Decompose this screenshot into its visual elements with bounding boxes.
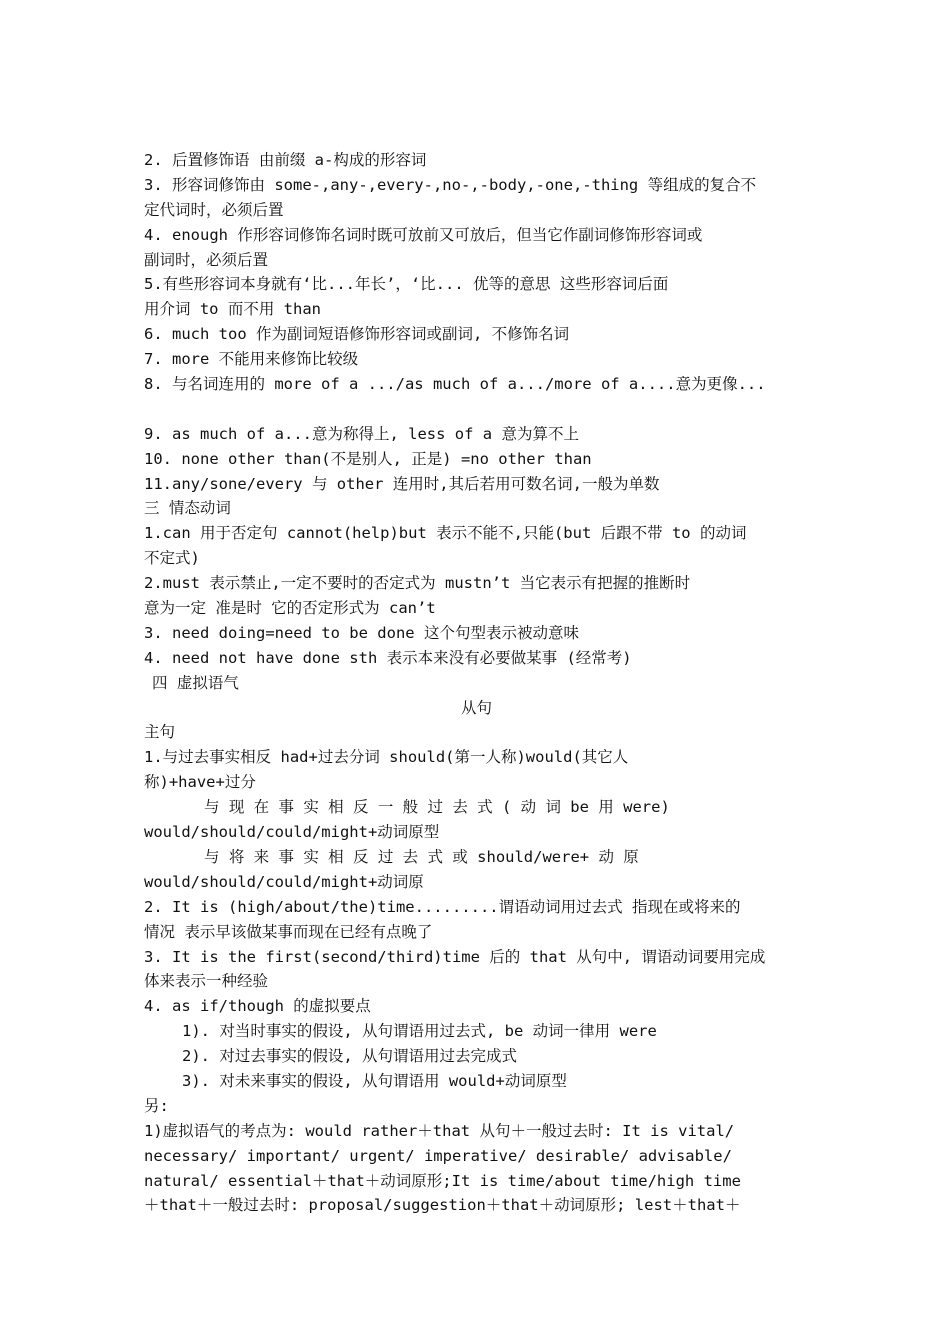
text-line: 称)+have+过分 <box>144 773 256 792</box>
text-line: 11.any/sone/every 与 other 连用时,其后若用可数名词,一般为单数 <box>144 474 660 493</box>
text-line: 三 情态动词 <box>144 499 231 518</box>
text-line: 与 将 来 事 实 相 反 过 去 式 或 should/were+ 动 原 <box>204 847 639 866</box>
text-line: 2. It is (high/about/the)time.........谓语动词用过去式 指现在或将来的 <box>144 897 741 916</box>
text-line: 2). 对过去事实的假设, 从句谓语用过去完成式 <box>182 1047 517 1066</box>
text-line: 1.can 用于否定句 cannot(help)but 表示不能不,只能(but 后跟不带 to 的动词 <box>144 524 747 543</box>
text-line: 意为一定 准是时 它的否定形式为 can’t <box>144 599 436 618</box>
text-line: 4. enough 作形容词修饰名词时既可放前又可放后，但当它作副词修饰形容词或 <box>144 225 703 244</box>
text-line: would/should/could/might+动词原 <box>144 872 424 891</box>
document-body <box>144 148 809 1218</box>
text-line: 3. 形容词修饰由 some-,any-,every-,no-,-body,-one,-thing 等组成的复合不 <box>144 175 757 194</box>
text-line: would/should/could/might+动词原型 <box>144 823 440 842</box>
text-line: 与 现 在 事 实 相 反 一 般 过 去 式 ( 动 词 be 用 were) <box>204 798 670 817</box>
text-line: 1)虚拟语气的考点为: would rather＋that 从句＋一般过去时: It is vital/ <box>144 1121 735 1140</box>
text-line: necessary/ important/ urgent/ imperative/ desirable/ advisable/ <box>144 1146 732 1165</box>
text-line: 定代词时，必须后置 <box>144 200 284 219</box>
text-line: 7. more 不能用来修饰比较级 <box>144 350 359 369</box>
text-line: 2.must 表示禁止,一定不要时的否定式为 mustn’t 当它表示有把握的推断时 <box>144 574 691 593</box>
text-line: 用介词 to 而不用 than <box>144 300 321 319</box>
text-line: 1). 对当时事实的假设, 从句谓语用过去式, be 动词一律用 were <box>182 1022 657 1041</box>
text-line: 4. need not have done sth 表示本来没有必要做某事 (经常考) <box>144 648 632 667</box>
text-line: 从句 <box>460 698 492 717</box>
text-line: natural/ essential＋that＋动词原形;It is time/about time/high time <box>144 1171 741 1190</box>
text-line: 9. as much of a...意为称得上, less of a 意为算不上 <box>144 424 579 443</box>
text-line: 1.与过去事实相反 had+过去分词 should(第一人称)would(其它人 <box>144 748 629 767</box>
text-line: 3). 对未来事实的假设, 从句谓语用 would+动词原型 <box>182 1071 567 1090</box>
text-line: 情况 表示早该做某事而现在已经有点晚了 <box>144 922 433 941</box>
text-line: 另: <box>144 1096 169 1115</box>
text-line: 不定式) <box>144 549 200 568</box>
text-line: 10. none other than(不是别人, 正是) =no other than <box>144 449 592 468</box>
text-line: 5.有些形容词本身就有‘比...年长’，‘比... 优等的意思 这些形容词后面 <box>144 275 669 294</box>
text-line: 3. need doing=need to be done 这个句型表示被动意味 <box>144 623 579 642</box>
text-line: 6. much too 作为副词短语修饰形容词或副词, 不修饰名词 <box>144 325 570 344</box>
text-line: 主句 <box>144 723 176 742</box>
text-line: 2. 后置修饰语 由前缀 a-构成的形容词 <box>144 151 427 169</box>
text-line: 3. It is the first(second/third)time 后的 that 从句中, 谓语动词要用完成 <box>144 947 766 966</box>
text-line: 体来表示一种经验 <box>144 972 269 991</box>
text-line: ＋that＋一般过去时: proposal/suggestion＋that＋动词原形; lest＋that＋ <box>144 1196 741 1215</box>
text-line: 8. 与名词连用的 more of a .../as much of a.../more of a....意为更像... <box>144 375 766 394</box>
text-line: 四 虚拟语气 <box>152 673 239 692</box>
text-line: 4. as if/though 的虚拟要点 <box>144 997 371 1016</box>
text-line <box>144 397 809 422</box>
text-line: 副词时，必须后置 <box>144 250 269 269</box>
